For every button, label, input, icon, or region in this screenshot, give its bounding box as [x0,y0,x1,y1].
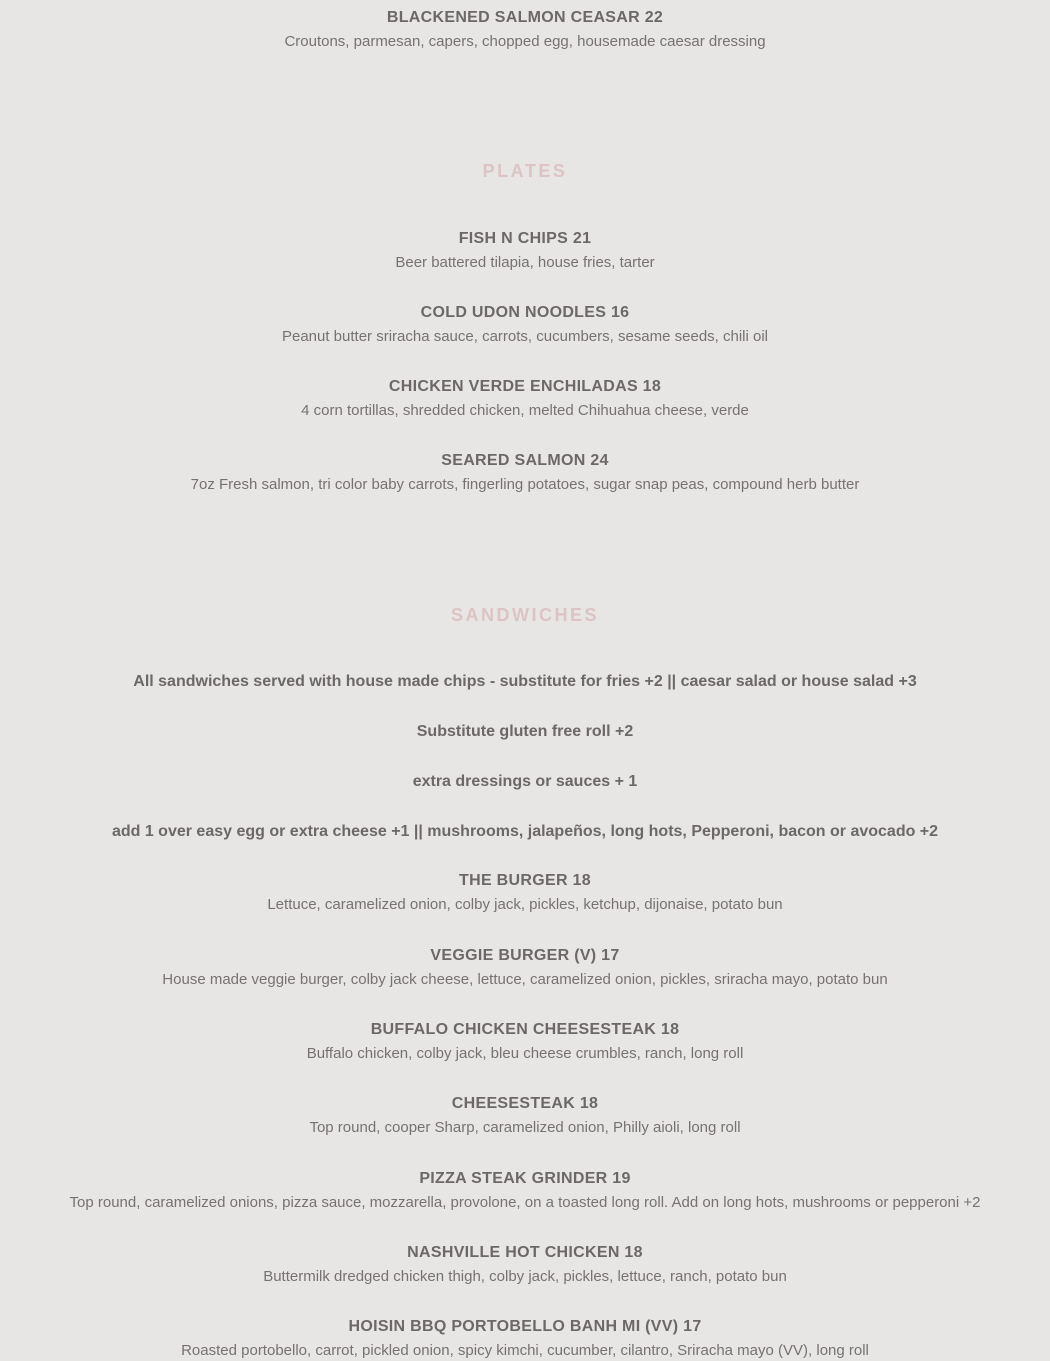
sandwich-note-gluten-free: Substitute gluten free roll +2 [416,723,634,740]
item-description: Beer battered tilapia, house fries, tarter [395,254,655,271]
menu-item-buffalo-chicken-cheesesteak [0,1020,1050,1064]
item-title: COLD UDON NOODLES 16 [420,304,630,321]
item-title: CHICKEN VERDE ENCHILADAS 18 [388,378,662,395]
item-title: VEGGIE BURGER (V) 17 [430,947,620,964]
menu-item-hoisin-bbq-portobello-banh-mi [0,1317,1050,1361]
menu-item-fish-n-chips [0,229,1050,273]
menu-item-the-burger [0,871,1050,915]
menu-item-cheesesteak [0,1094,1050,1138]
item-title: HOISIN BBQ PORTOBELLO BANH MI (VV) 17 [348,1318,702,1335]
item-description: Lettuce, caramelized onion, colby jack, pickles, ketchup, dijonaise, potato bun [267,896,783,913]
item-description: Top round, caramelized onions, pizza sauce, mozzarella, provolone, on a toasted long roll. Add on long hots, mushrooms or pepperoni +2 [69,1194,981,1211]
sandwich-note-add-ons: add 1 over easy egg or extra cheese +1 || mushrooms, jalapeños, long hots, Pepperoni, bacon or avocado +2 [111,823,939,840]
section-heading-plates: PLATES [482,161,568,181]
item-title: CHEESESTEAK 18 [451,1095,599,1112]
item-description: Top round, cooper Sharp, caramelized onion, Philly aioli, long roll [309,1119,741,1136]
item-title: NASHVILLE HOT CHICKEN 18 [407,1244,643,1261]
menu-item-seared-salmon [0,451,1050,495]
section-heading-sandwiches: SANDWICHES [450,605,599,625]
item-title: BUFFALO CHICKEN CHEESESTEAK 18 [370,1021,680,1038]
item-description: Buttermilk dredged chicken thigh, colby jack, pickles, lettuce, ranch, potato bun [263,1268,787,1285]
sandwich-note-extra-dressings: extra dressings or sauces + 1 [412,773,638,790]
item-description: Croutons, parmesan, capers, chopped egg, housemade caesar dressing [284,33,766,50]
item-title: BLACKENED SALMON CEASAR 22 [386,9,664,26]
item-description: Roasted portobello, carrot, pickled onion, spicy kimchi, cucumber, cilantro, Sriracha mayo (VV), long roll [181,1342,869,1359]
item-title: FISH N CHIPS 21 [458,230,592,247]
menu-item-blackened-salmon-caesar [0,8,1050,52]
item-description: 7oz Fresh salmon, tri color baby carrots, fingerling potatoes, sugar snap peas, compound herb butter [190,476,860,493]
sandwich-note-sides: All sandwiches served with house made chips - substitute for fries +2 || caesar salad or house salad +3 [133,673,917,690]
menu-item-pizza-steak-grinder [0,1169,1050,1213]
item-description: House made veggie burger, colby jack cheese, lettuce, caramelized onion, pickles, sriracha mayo, potato bun [162,971,888,988]
item-title: SEARED SALMON 24 [441,452,609,469]
menu-item-nashville-hot-chicken [0,1243,1050,1287]
item-description: Peanut butter sriracha sauce, carrots, cucumbers, sesame seeds, chili oil [281,328,769,345]
item-description: 4 corn tortillas, shredded chicken, melted Chihuahua cheese, verde [301,402,749,419]
item-title: PIZZA STEAK GRINDER 19 [419,1170,631,1187]
item-title: THE BURGER 18 [459,872,591,889]
menu-item-cold-udon-noodles [0,303,1050,347]
menu-item-veggie-burger [0,946,1050,990]
menu-item-chicken-verde-enchiladas [0,377,1050,421]
item-description: Buffalo chicken, colby jack, bleu cheese crumbles, ranch, long roll [306,1045,744,1062]
